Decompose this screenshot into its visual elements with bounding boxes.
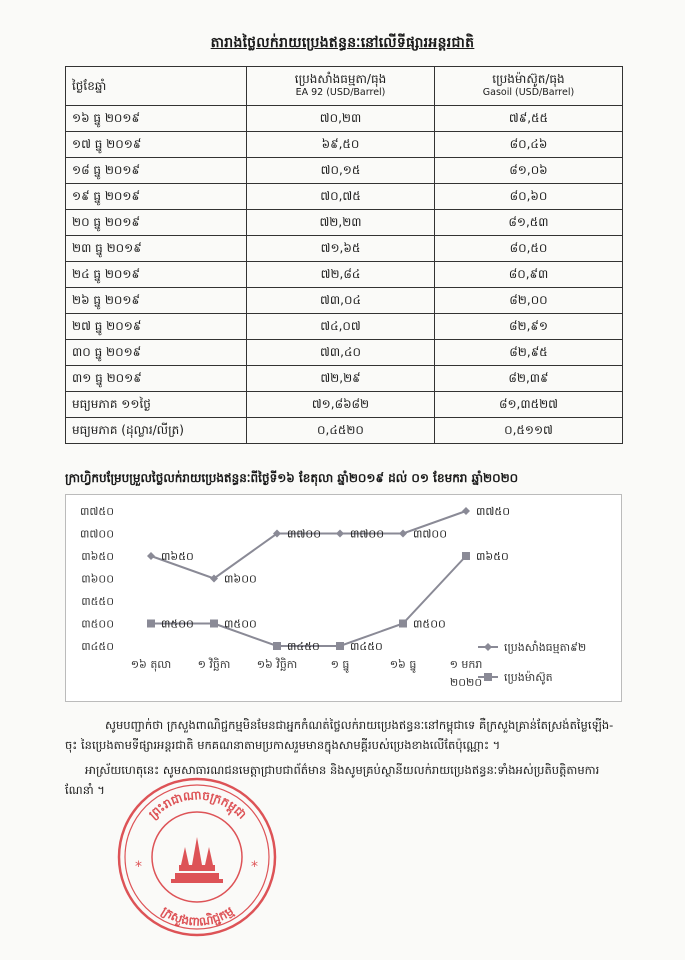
seal-top-text: ព្រះរាជាណាចក្រកម្ពុជា <box>145 787 250 822</box>
cell-date: ១៩ ធ្នូ ២០១៩ <box>66 184 247 210</box>
cell-ea92: ៧០,២៣ <box>247 106 435 132</box>
legend-marker-diamond-icon <box>484 643 492 651</box>
average-liter-label: មធ្យមភាគ (ដុល្លារ/លីត្រ) <box>66 418 247 444</box>
cell-date: ៣០ ធ្នូ ២០១៩ <box>66 340 247 366</box>
average-row <box>66 392 623 418</box>
cell-date: ១៦ ធ្នូ ២០១៩ <box>66 106 247 132</box>
header-ea92: ប្រេងសាំងធម្មតា/ធុង EA 92 (USD/Barrel) <box>247 67 435 106</box>
cell-ea92: ៧០,១៥ <box>247 158 435 184</box>
y-tick-label: ៣៥០០ <box>81 617 114 631</box>
data-point-gasoil <box>273 642 281 650</box>
cell-ea92: ៦៩,៥០ <box>247 132 435 158</box>
data-point-ea92 <box>147 552 155 560</box>
data-label: ៣៧០០ <box>413 527 447 541</box>
average-ea92: ៧១,៨៦៨២ <box>247 392 435 418</box>
chart-svg <box>66 495 621 701</box>
x-tick-label: ១៦ វិច្ឆិកា <box>256 658 298 671</box>
ministry-seal <box>115 775 280 940</box>
cell-date: ២៣ ធ្នូ ២០១៩ <box>66 236 247 262</box>
seal-star-right-icon: * <box>251 859 258 875</box>
data-label: ៣៤៥០ <box>350 640 383 653</box>
data-label: ៣៤៥០ <box>287 640 320 653</box>
cell-gasoil: ៨២,៩១ <box>434 314 622 340</box>
cell-ea92: ៧២,២៣ <box>247 210 435 236</box>
average-liter-gasoil: ០,៥១១៧ <box>434 418 622 444</box>
average-liter-row <box>66 418 623 444</box>
cell-date: ២០ ធ្នូ ២០១៩ <box>66 210 247 236</box>
notice-paragraph: សូមបញ្ជាក់ថា ក្រសួងពាណិជ្ជកម្មមិនមែនជាអ្នកកំណត់ថ្លៃលក់រាយប្រេងឥន្ធនៈនៅកម្ពុជាទេ គឺក្រសួងគ្រាន់តែស្រង់តម្លៃឡើង-ចុះ នៃប្រេងតាមទីផ្សារអន្តរជាតិ មកគណនាតាមប្រកាសរួមមានក្នុងសាមគ្គីរបស់ប្រេងខាងលើតែប៉ុណ្ណោះ ។ <box>65 718 614 752</box>
data-point-ea92 <box>462 507 470 515</box>
x-tick-label: ១ វិច្ឆិកា <box>197 658 231 671</box>
data-label: ៣៦០០ <box>224 572 257 586</box>
table-row <box>66 236 623 262</box>
seal-bottom-text: ក្រសួងពាណិជ្ជកម្ម <box>158 903 237 929</box>
chart-title: ក្រាហ្វិកបម្រែបម្រួលថ្លៃលក់រាយប្រេងឥន្ធនៈពីថ្ងៃទី១៦ ខែតុលា ឆ្នាំ២០១៩ ដល់ ០១ ខែមករា ឆ្នាំ២០២០ <box>65 471 519 485</box>
legend-label: ប្រេងសាំងធម្មតា៩២ <box>504 641 587 654</box>
table-row <box>66 106 623 132</box>
header-date: ថ្ងៃខែឆ្នាំ <box>66 67 247 106</box>
y-tick-label: ៣៧៥០ <box>80 505 114 518</box>
data-point-ea92 <box>336 530 344 538</box>
x-tick-label: ១៦ ធ្នូ <box>389 658 417 671</box>
x-tick-label: ១ មករា២០២០ <box>449 658 483 689</box>
table-row <box>66 210 623 236</box>
header-ea92-sub: EA 92 (USD/Barrel) <box>295 87 386 98</box>
series-line-gasoil <box>151 556 466 646</box>
data-label: ៣៧០០ <box>287 527 321 541</box>
y-tick-label: ៣៤៥០ <box>81 640 114 653</box>
y-tick-label: ៣៦៥០ <box>81 550 114 563</box>
cell-gasoil: ៨២,៩៥ <box>434 340 622 366</box>
cell-ea92: ៧១,៦៥ <box>247 236 435 262</box>
data-label: ៣៥០០ <box>161 617 194 631</box>
seal-graphic <box>115 775 280 940</box>
temple-icon <box>171 837 223 883</box>
cell-ea92: ៧០,៧៥ <box>247 184 435 210</box>
x-tick-label: ១៦ តុលា <box>130 658 172 671</box>
cell-gasoil: ៨០,៤៦ <box>434 132 622 158</box>
cell-gasoil: ៨២,០០ <box>434 288 622 314</box>
table-row <box>66 262 623 288</box>
price-table <box>65 66 623 444</box>
cell-gasoil: ៨០,៩៣ <box>434 262 622 288</box>
cell-date: ១៧ ធ្នូ ២០១៩ <box>66 132 247 158</box>
legend-marker-square-icon <box>484 673 492 681</box>
x-tick-label: ១ ធ្នូ <box>330 658 350 671</box>
cell-ea92: ៧៣,៤០ <box>247 340 435 366</box>
document-title: តារាងថ្លៃលក់រាយប្រេងឥន្ធនៈនៅលើទីផ្សារអន្តរជាតិ <box>210 35 475 51</box>
data-label: ៣៦៥០ <box>161 550 194 563</box>
price-chart <box>65 494 622 702</box>
cell-gasoil: ៨១,០៦ <box>434 158 622 184</box>
cell-date: ២៦ ធ្នូ ២០១៩ <box>66 288 247 314</box>
cell-gasoil: ៨១,៥៣ <box>434 210 622 236</box>
data-point-ea92 <box>399 530 407 538</box>
cell-date: ២៧ ធ្នូ ២០១៩ <box>66 314 247 340</box>
data-label: ៣៥០០ <box>413 617 446 631</box>
table-row <box>66 184 623 210</box>
table-row <box>66 132 623 158</box>
cell-ea92: ៧៣,០៤ <box>247 288 435 314</box>
y-tick-label: ៣៧០០ <box>80 527 114 541</box>
y-tick-label: ៣៦០០ <box>81 572 114 586</box>
data-label: ៣៥០០ <box>224 617 257 631</box>
header-gasoil: ប្រេងម៉ាស៊ូត/ធុង Gasoil (USD/Barrel) <box>434 67 622 106</box>
data-point-gasoil <box>399 620 407 628</box>
cell-date: ៣១ ធ្នូ ២០១៩ <box>66 366 247 392</box>
data-label: ៣៧០០ <box>350 527 384 541</box>
table-row <box>66 366 623 392</box>
table-row <box>66 158 623 184</box>
cell-gasoil: ៧៩,៥៥ <box>434 106 622 132</box>
data-label: ៣៦៥០ <box>476 550 509 563</box>
cell-gasoil: ៨០,៥០ <box>434 236 622 262</box>
data-point-gasoil <box>336 642 344 650</box>
legend-label: ប្រេងម៉ាស៊ូត <box>504 671 553 684</box>
cell-ea92: ៧៤,០៧ <box>247 314 435 340</box>
instruction-paragraph: អាស្រ័យហេតុនេះ សូមសាធារណជនមេត្តាជ្រាបជាព័ត៌មាន និងសូមគ្រប់ស្ថានីយលក់រាយប្រេងឥន្ធនៈទាំងអស់ប្រតិបត្តិតាមការណែនាំ ។ <box>65 763 600 797</box>
data-point-gasoil <box>210 620 218 628</box>
cell-date: ១៨ ធ្នូ ២០១៩ <box>66 158 247 184</box>
data-label: ៣៧៥០ <box>476 505 510 518</box>
cell-date: ២៤ ធ្នូ ២០១៩ <box>66 262 247 288</box>
cell-ea92: ៧២,៨៤ <box>247 262 435 288</box>
average-label: មធ្យមភាគ ១១ថ្ងៃ <box>66 392 247 418</box>
table-header-row <box>66 67 623 106</box>
table-row <box>66 314 623 340</box>
cell-ea92: ៧២,២៩ <box>247 366 435 392</box>
average-liter-ea92: ០,៤៥២០ <box>247 418 435 444</box>
data-point-gasoil <box>462 552 470 560</box>
series-line-ea92 <box>151 511 466 579</box>
average-gasoil: ៨១,៣៥២៧ <box>434 392 622 418</box>
cell-gasoil: ៨២,៣៩ <box>434 366 622 392</box>
cell-gasoil: ៨០,៦០ <box>434 184 622 210</box>
table-row <box>66 288 623 314</box>
table-row <box>66 340 623 366</box>
header-gasoil-sub: Gasoil (USD/Barrel) <box>482 87 575 98</box>
y-tick-label: ៣៥៥០ <box>81 595 114 608</box>
data-point-gasoil <box>147 620 155 628</box>
seal-star-left-icon: * <box>135 859 142 875</box>
